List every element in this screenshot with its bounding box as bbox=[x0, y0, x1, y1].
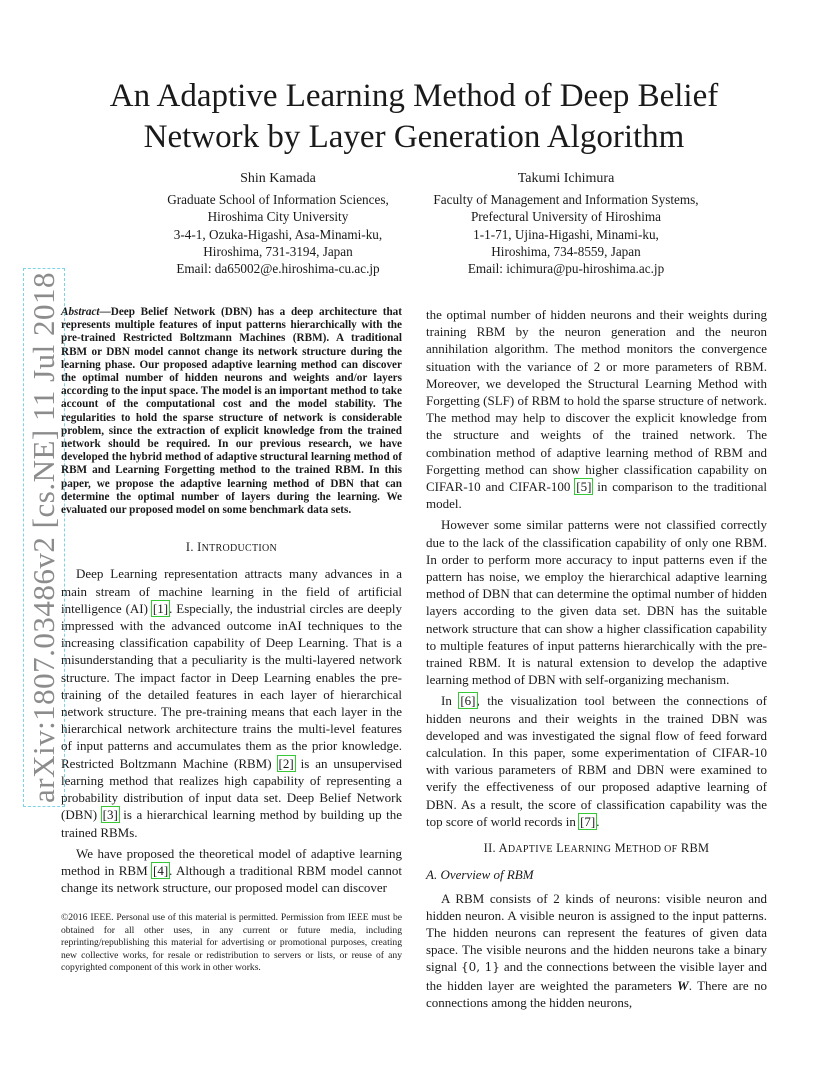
arxiv-stamp[interactable]: arXiv:1807.03486v2 [cs.NE] 11 Jul 2018 bbox=[23, 268, 65, 807]
citation-link[interactable]: [2] bbox=[278, 755, 294, 771]
section-heading-adaptive-learning: II. ADAPTIVE LEARNING METHOD OF RBM bbox=[483, 841, 710, 856]
paragraph: In [6], the visualization tool between the connections of hidden neurons and their weights in the trained DBN was developed and was investigated the signal flow of feed forward calculation. In this paper, some experimentation of CIFAR-10 with various parameters of RBM and DBN were examined to verify the effectiveness of our proposed adaptive learning of DBN. As a result, the score of classification capability was the top score of world records in [7]. bbox=[426, 693, 767, 829]
paragraph: However some similar patterns were not classified correctly due to the lack of the classification capability of only one RBM. In order to perform more accuracy to input patterns even if the pattern has noise, we employ the hierarchical adaptive learning method of DBN that can determine the optimal number of hidden layers according to the given data set. DBN has the suitable network structure that can show a higher classification capability to multiple features of input patterns hierarchically with the pre-trained RBM. It is natural extension to develop the adaptive learning method of DBN with self-organizing mechanism. bbox=[426, 517, 767, 688]
author-email: Email: da65002@e.hiroshima-cu.ac.jp bbox=[176, 261, 380, 277]
author-block-2 bbox=[378, 170, 754, 277]
right-column bbox=[426, 306, 767, 1011]
paper-title bbox=[0, 76, 828, 158]
math-set: {0, 1} bbox=[461, 960, 500, 975]
paragraph: We have proposed the theoretical model of adaptive learning method in RBM [4]. Although a traditional RBM model cannot change its network structure, our proposed model can discover bbox=[61, 845, 402, 896]
author-address: 3-4-1, Ozuka-Higashi, Asa-Minami-ku, bbox=[173, 226, 383, 242]
citation-link[interactable]: [6] bbox=[460, 693, 476, 709]
citation-link[interactable]: [4] bbox=[152, 862, 169, 878]
paragraph: Deep Learning representation attracts many advances in a main stream of machine learning in the field of artificial intelligence (AI) [1]. Especially, the industrial circles are deeply impressed with the advanced outcome inAI techniques to the increasing classification capability of Deep Learning. That is a misunderstanding that a peculiarity is the multi-layered network structure. The impact factor in Deep Learning enables the pre-training of the detailed features in each layer of hierarchical network structure. The pre-training means that each layer in the hierarchical network architecture trains the multi-level features of input patterns and accumulates them as the prior knowledge. Restricted Boltzmann Machine (RBM) [2] is an unsupervised learning method that realizes high capability of representing a probability distribution of input data set. Deep Belief Network (DBN) [3] is a hierarchical learning method by building up the trained RBMs. bbox=[61, 566, 403, 840]
copyright-notice: ©2016 IEEE. Personal use of this material is permitted. Permission from IEEE must be obtained for all other uses, in any current or future media, including reprinting/republishing this material for advertising or promotional purposes, creating new collective works, for resale or redistribution to servers or lists, or reuse of any copyrighted component of this work in other works. bbox=[61, 912, 402, 974]
author-affiliation: Hiroshima City University bbox=[207, 209, 349, 225]
author-name: Shin Kamada bbox=[240, 171, 316, 186]
author-affiliation: Faculty of Management and Information Systems, bbox=[433, 192, 699, 208]
abstract bbox=[61, 306, 402, 517]
subsection-heading: A. Overview of RBM bbox=[426, 867, 534, 883]
author-name: Takumi Ichimura bbox=[517, 171, 615, 186]
title-line-1: An Adaptive Learning Method of Deep Belief bbox=[109, 78, 719, 114]
abstract-text: —Deep Belief Network (DBN) has a deep architecture that represents multiple features of input patterns hierarchically with the pre-trained Restricted Boltzmann Machines (RBM). A traditional RBM or DBN model cannot change its network structure during the learning phase. Our proposed adaptive learning method can discover the optimal number of hidden neurons and weights and/or layers according to the input space. The model is an important method to take account of the computational cost and the model stability. The regularities to hold the sparse structure of network is considerable problem, since the extraction of explicit knowledge from the trained network should be required. In our previous research, we have developed the hybrid method of adaptive structural learning method of RBM and Learning Forgetting method to the trained RBM. In this paper, we propose the adaptive learning method of DBN that can determine the optimal number of layers during the learning. We evaluated our proposed model on some benchmark data sets. bbox=[61, 306, 402, 517]
author-address: Hiroshima, 731-3194, Japan bbox=[203, 243, 353, 259]
citation-link[interactable]: [5] bbox=[576, 479, 592, 495]
paragraph: the optimal number of hidden neurons and their weights during training RBM by the neuron generation and the neuron annihilation algorithm. The method monitors the convergence situation with the variance of 2 or more parameters of RBM. Moreover, we developed the Structural Learning Method with Forgetting (SLF) of RBM to hold the sparse structure of network. The method may help to discover the explicit knowledge from the structure and weights of the trained network. The combination method of adaptive learning method of RBM and Forgetting method can show higher classification capability on CIFAR-10 and CIFAR-100 [5] in comparison to the traditional model. bbox=[426, 307, 768, 512]
citation-link[interactable]: [1] bbox=[152, 600, 169, 616]
paragraph: A RBM consists of 2 kinds of neurons: visible neuron and hidden neuron. A visible neuron is assigned to the input patterns. The hidden neurons can represent the features of given data space. The visible neurons and the hidden neurons take a binary signal {0, 1} and the connections between the visible layer and the hidden layer are weighted the parameters W. There are no connections among the hidden neurons, bbox=[426, 890, 767, 1010]
author-address: 1-1-71, Ujina-Higashi, Minami-ku, bbox=[473, 226, 659, 242]
title-line-2: Network by Layer Generation Algorithm bbox=[143, 119, 685, 155]
author-affiliation: Prefectural University of Hiroshima bbox=[470, 209, 662, 225]
left-column bbox=[61, 306, 402, 896]
math-symbol-w: W bbox=[677, 977, 689, 993]
citation-link[interactable]: [3] bbox=[102, 807, 118, 823]
section-heading-introduction: I. INTRODUCTION bbox=[185, 540, 278, 555]
citation-link[interactable]: [7] bbox=[580, 813, 596, 829]
author-address: Hiroshima, 734-8559, Japan bbox=[491, 243, 641, 259]
abstract-label: Abstract bbox=[61, 306, 100, 318]
author-email: Email: ichimura@pu-hiroshima.ac.jp bbox=[467, 261, 665, 277]
author-affiliation: Graduate School of Information Sciences, bbox=[167, 192, 389, 208]
